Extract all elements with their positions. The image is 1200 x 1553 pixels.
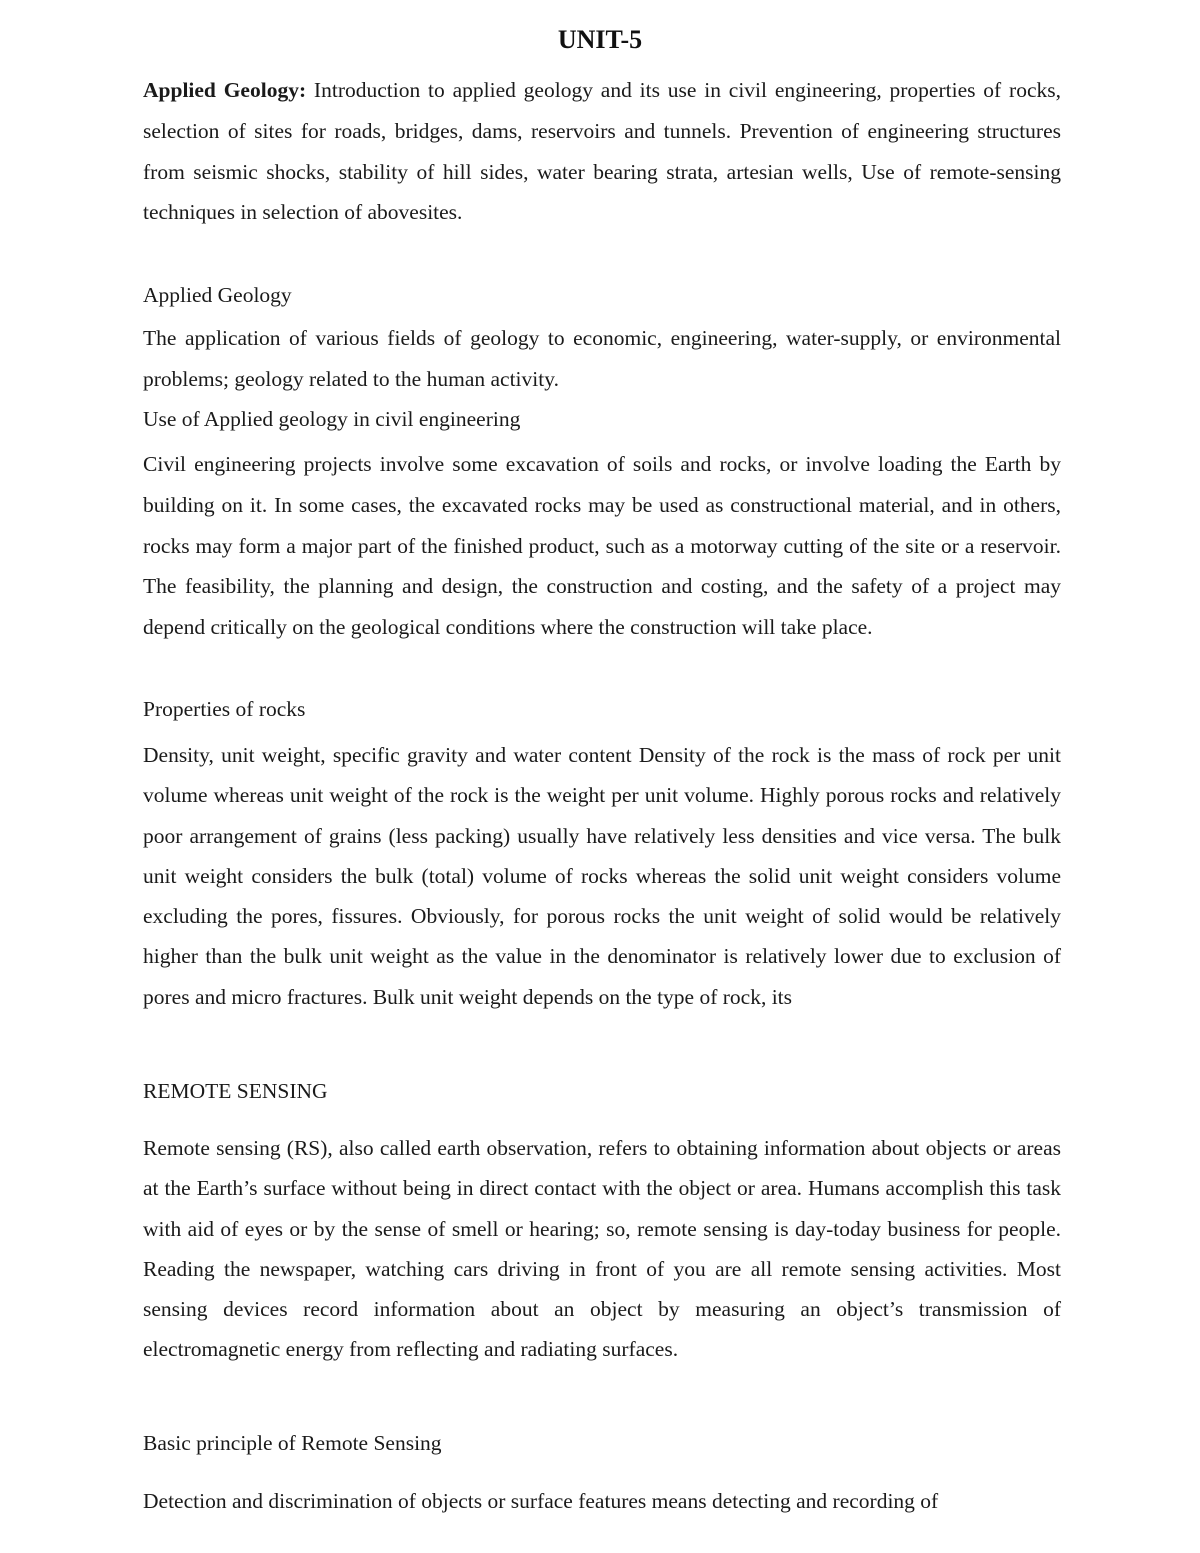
section-heading-properties-of-rocks: Properties of rocks (143, 697, 306, 721)
section-body-remote-sensing: Remote sensing (RS), also called earth observation, refers to obtaining information about objects or areas at the Earth’s surface without being in direct contact with the object or area. Humans accomplish this task with aid of eyes or by the sense of smell or hearing; so, remote sensing is day-today business for people. Reading the newspaper, watching cars driving in front of you are all remote sensing activities. Most sensing devices record information about an object by measuring an object’s transmission of electromagnetic energy from reflecting and radiating surfaces. (143, 1136, 1061, 1362)
section-heading-basic-principle: Basic principle of Remote Sensing (143, 1431, 442, 1455)
section-heading-remote-sensing: REMOTE SENSING (143, 1079, 328, 1103)
section-body-applied-geology: The application of various fields of geology to economic, engineering, water-supply, or environmental problems; geology related to the human activity. (143, 326, 1061, 391)
section-body-basic-principle: Detection and discrimination of objects or surface features means detecting and recording of (143, 1489, 939, 1513)
section-body-properties-of-rocks: Density, unit weight, specific gravity and water content Density of the rock is the mass of rock per unit volume whereas unit weight of the rock is the weight per unit volume. Highly porous rocks and relatively poor arrangement of grains (less packing) usually have relatively less densities and vice versa. The bulk unit weight considers the bulk (total) volume of rocks whereas the solid unit weight considers volume excluding the pores, fissures. Obviously, for porous rocks the unit weight of solid would be relatively higher than the bulk unit weight as the value in the denominator is relatively lower due to exclusion of pores and micro fractures. Bulk unit weight depends on the type of rock, its (143, 743, 1061, 1009)
page-title: UNIT-5 (557, 25, 643, 54)
intro-text: Introduction to applied geology and its use in civil engineering, properties of rocks, selection of sites for roads, bridges, dams, reservoirs and tunnels. Prevention of engineering structures from seismic shocks, stability of hill sides, water bearing strata, artesian wells, Use of remote-sensing techniques in selection of abovesites. (143, 78, 1061, 225)
intro-label: Applied Geology: (143, 78, 307, 102)
section-body-civil-engineering: Civil engineering projects involve some excavation of soils and rocks, or involve loading the Earth by building on it. In some cases, the excavated rocks may be used as constructional material, and in others, rocks may form a major part of the finished product, such as a motorway cutting of the site or a reservoir. The feasibility, the planning and design, the construction and costing, and the safety of a project may depend critically on the geological conditions where the construction will take place. (143, 452, 1061, 640)
section-heading-applied-geology: Applied Geology (143, 283, 292, 307)
intro-paragraph (143, 70, 1061, 233)
section-heading-civil-engineering: Use of Applied geology in civil engineering (143, 407, 521, 431)
